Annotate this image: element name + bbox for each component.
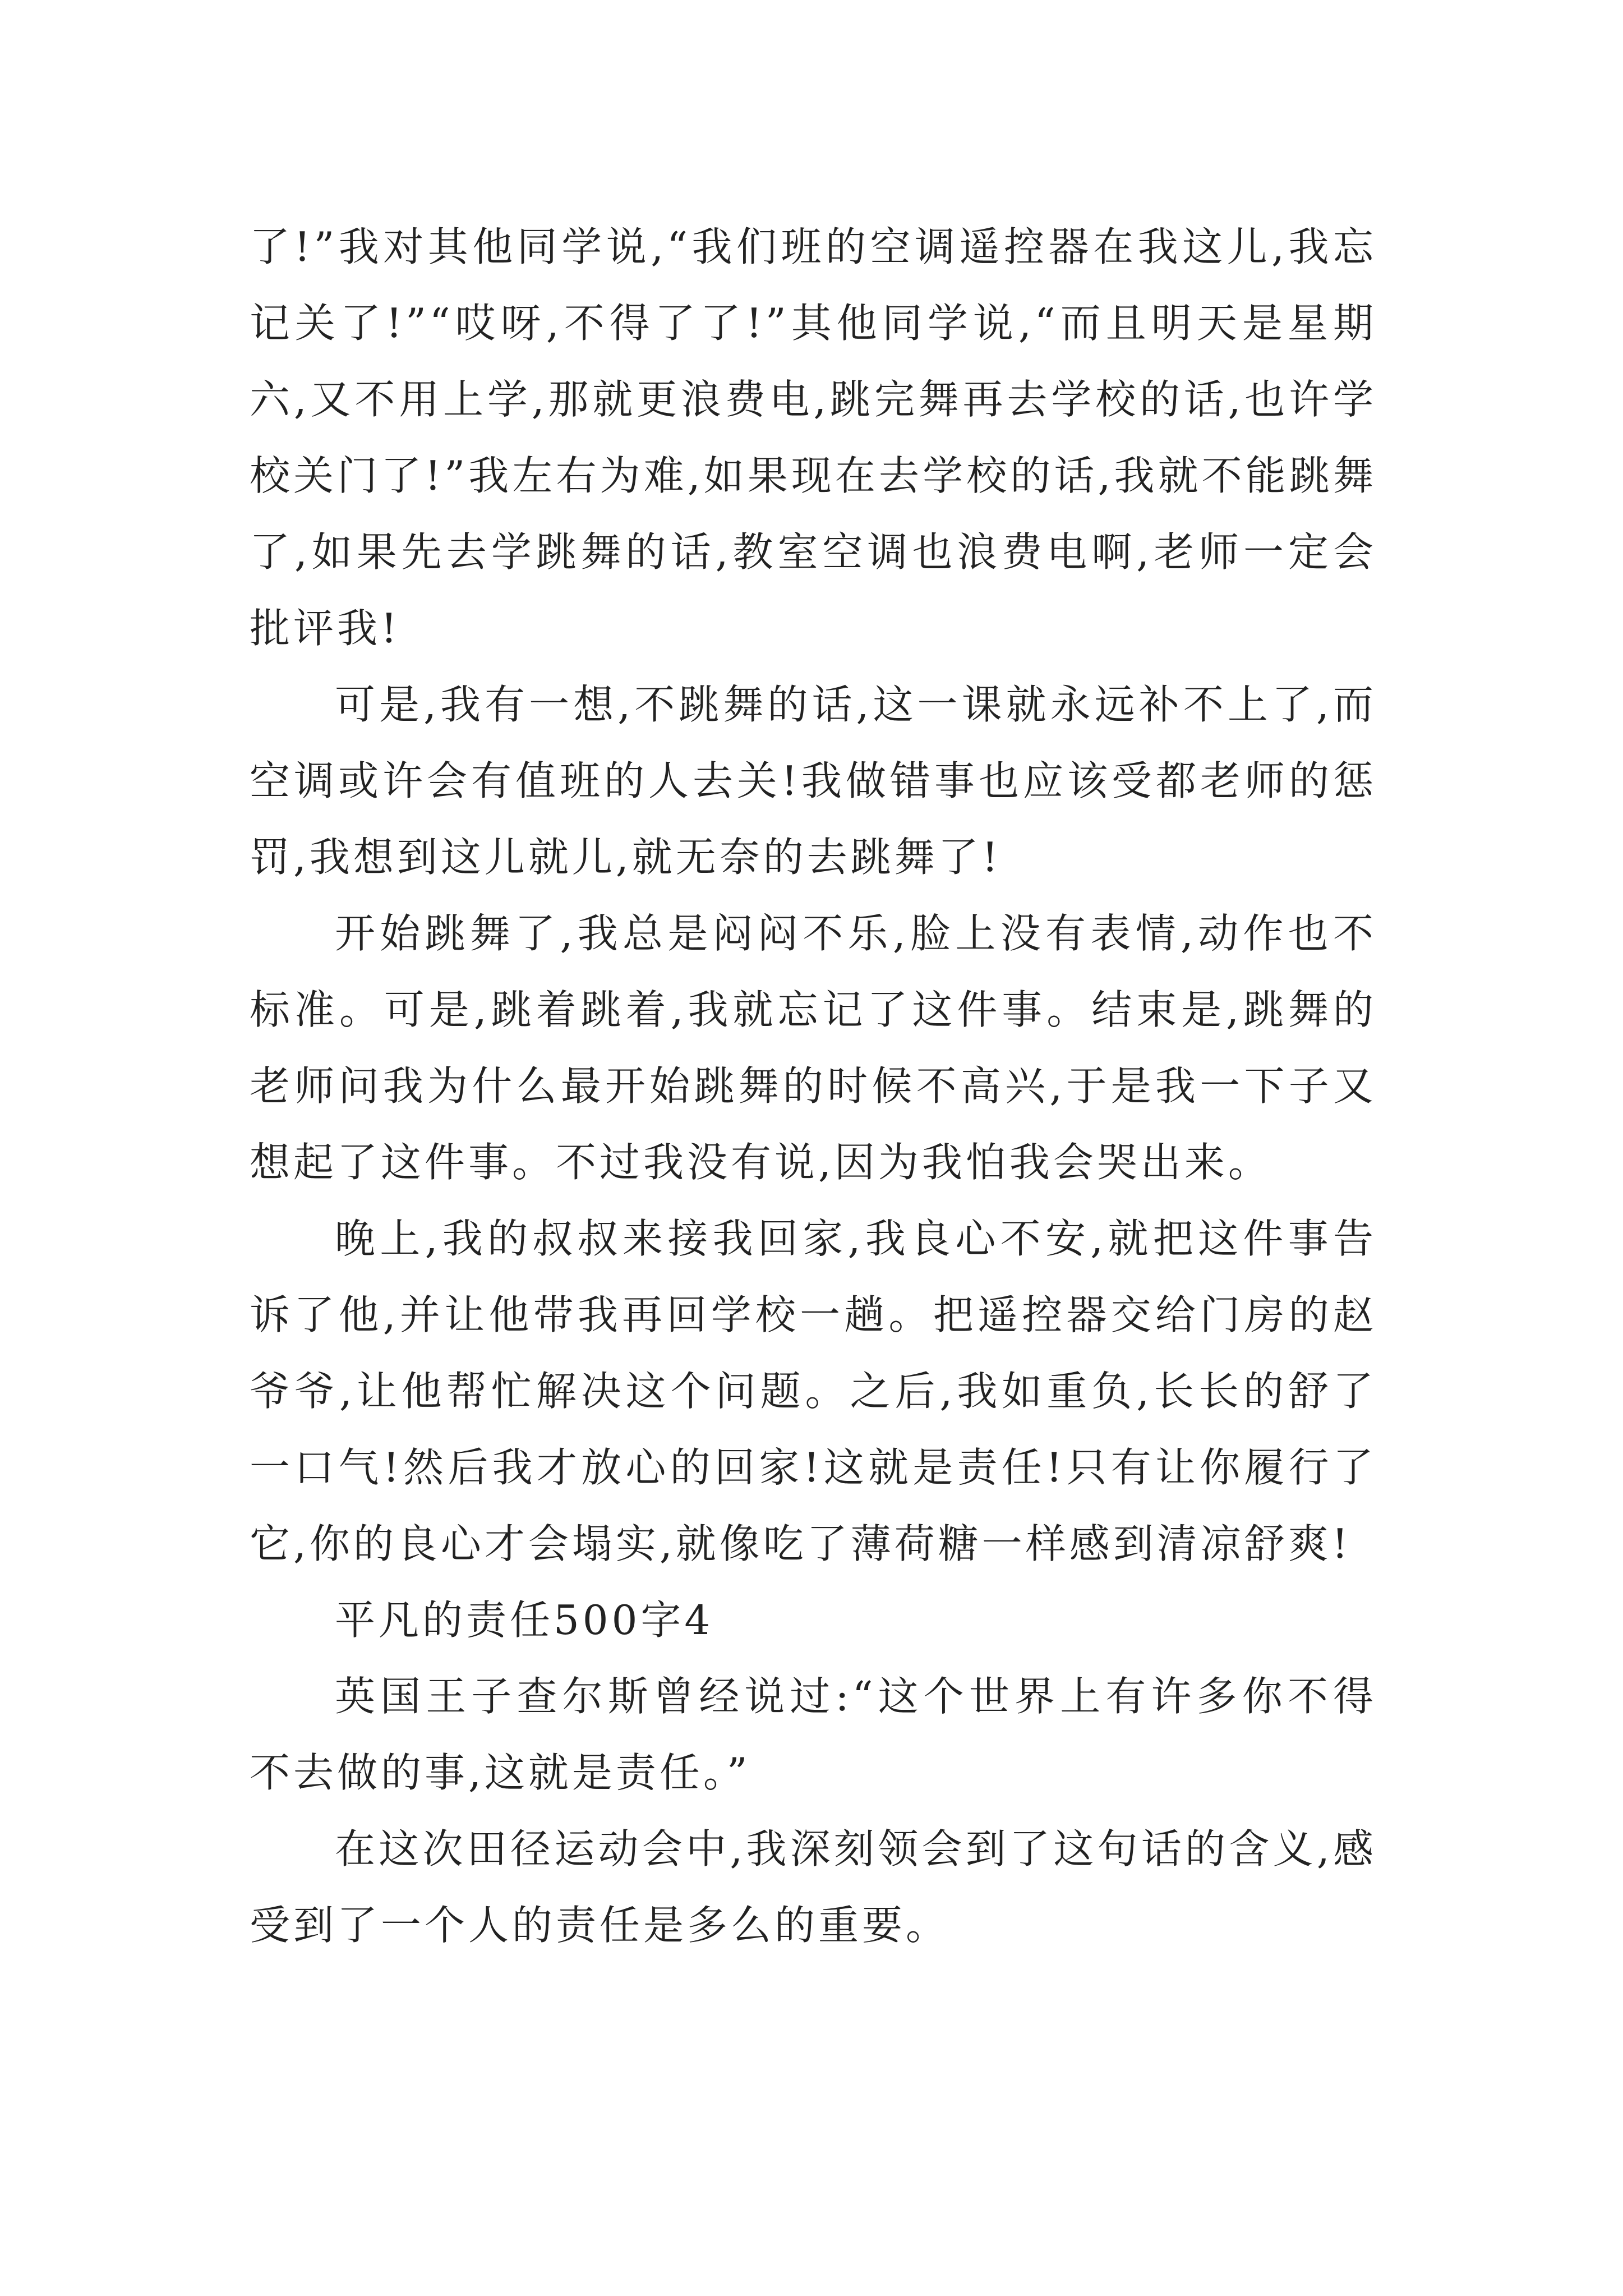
paragraph-2: 可是,我有一想,不跳舞的话,这一课就永远补不上了,而空调或许会有值班的人去关!我做错事也应该受都老师的惩罚,我想到这儿就儿,就无奈的去跳舞了!: [250, 681, 1377, 881]
paragraph-5: 英国王子查尔斯曾经说过:“这个世界上有许多你不得不去做的事,这就是责任。”: [250, 1673, 1377, 1796]
paragraph-6: 在这次田径运动会中,我深刻领会到了这句话的含义,感受到了一个人的责任是多么的重要。: [250, 1825, 1377, 1949]
paragraph-3: 开始跳舞了,我总是闷闷不乐,脸上没有表情,动作也不标准。可是,跳着跳着,我就忘记了这件事。结束是,跳舞的老师问我为什么最开始跳舞的时候不高兴,于是我一下子又想起了这件事。不过我没有说,因为我怕我会哭出来。: [250, 910, 1377, 1186]
paragraph-1: 了!”我对其他同学说,“我们班的空调遥控器在我这儿,我忘记关了!”“哎呀,不得了了!”其他同学说,“而且明天是星期六,又不用上学,那就更浪费电,跳完舞再去学校的话,也许学校关门了!”我左右为难,如果现在去学校的话,我就不能跳舞了,如果先去学跳舞的话,教室空调也浪费电啊,老师一定会批评我!: [250, 223, 1377, 652]
document-body: [250, 209, 1377, 1963]
section-heading: 平凡的责任500字4: [335, 1596, 714, 1644]
paragraph-4: 晚上,我的叔叔来接我回家,我良心不安,就把这件事告诉了他,并让他带我再回学校一趟。把遥控器交给门房的赵爷爷,让他帮忙解决这个问题。之后,我如重负,长长的舒了一口气!然后我才放心的回家!这就是责任!只有让你履行了它,你的良心才会塌实,就像吃了薄荷糖一样感到清凉舒爽!: [250, 1215, 1377, 1567]
